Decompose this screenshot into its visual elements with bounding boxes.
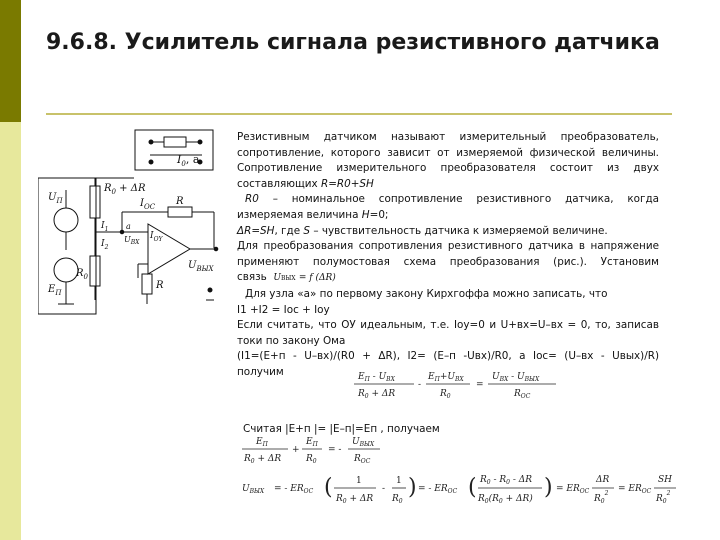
label-ubx: $U_{BX}$ bbox=[124, 235, 140, 246]
label-io: $I_0$, a bbox=[177, 153, 200, 168]
para-currents: I1 +I2 = Ioc + Ioy bbox=[237, 303, 330, 316]
svg-text:EП: $E_П$ bbox=[306, 437, 318, 448]
label-r-feedback: R bbox=[176, 196, 184, 207]
slide-title: 9.6.8. Усилитель сигнала резистивного датчика bbox=[46, 30, 660, 55]
svg-text:R0 + ΔR: $R_0 + \Delta R$ bbox=[358, 389, 396, 400]
formula-2 bbox=[240, 432, 420, 466]
body-text bbox=[237, 130, 659, 381]
opamp bbox=[148, 224, 190, 274]
slide-sidebar bbox=[0, 0, 21, 540]
resistor-r-low bbox=[142, 274, 152, 294]
svg-text:ΔR: ΔR bbox=[596, 475, 610, 485]
label-ep: $E_П$ bbox=[48, 284, 62, 297]
svg-text:R0 + ΔR: $R_0 + \Delta R$ bbox=[244, 454, 282, 465]
svg-text:): ) bbox=[544, 475, 553, 500]
formula-3 bbox=[240, 470, 680, 510]
svg-text:-: - bbox=[382, 484, 386, 494]
svg-text:= -: = - bbox=[328, 445, 342, 455]
svg-text:=: = bbox=[476, 380, 484, 390]
svg-text:UВЫХ: $U_{ВЫХ}$ bbox=[242, 484, 265, 495]
svg-text:ROC: $R_{OC}$ bbox=[514, 389, 531, 400]
svg-text:): ) bbox=[408, 475, 417, 500]
svg-text:(: ( bbox=[468, 475, 477, 500]
svg-text:R0 + ΔR: $R_0 + \Delta R$ bbox=[336, 494, 374, 505]
svg-text:R02: $R_0^2$ bbox=[594, 490, 609, 505]
svg-text:R0: $R_0$ bbox=[306, 454, 317, 465]
svg-text:1: 1 bbox=[356, 476, 362, 486]
resistor-r0 bbox=[90, 256, 100, 286]
svg-text:-: - bbox=[418, 380, 422, 390]
source-upper bbox=[54, 208, 78, 232]
svg-text:SH: SH bbox=[658, 475, 673, 485]
svg-text:= - EROC: = - $ER_{OC}$ bbox=[418, 484, 458, 495]
svg-text:(: ( bbox=[324, 475, 333, 500]
svg-text:R0: $R_0$ bbox=[392, 494, 403, 505]
svg-text:UВХ - UВЫХ: $U_{ВХ} - U_{ВЫХ}$ bbox=[492, 372, 540, 383]
legend-resistor bbox=[164, 137, 186, 147]
para-definition: Резистивным датчиком называют измерительный преобразователь, сопротивление, которого зависит от измеряемой физической величины. Сопротивление измерительного преобразователя состоит из двух составляющих R=R0+SH bbox=[237, 131, 659, 190]
para-r0: R0 – номинальное сопротивление резистивного датчика, когда измеряемая величина H=0; bbox=[237, 193, 659, 221]
resistor-feedback bbox=[168, 207, 192, 217]
para-conversion: Для преобразования сопротивления резистивного датчика в напряжение применяют полумостовая схема преобразования (рис.). Установим связь UВЫХ = f (ΔR) bbox=[237, 240, 659, 284]
para-kirchhoff: Для узла «а» по первому закону Кирхгоффа можно записать, что bbox=[245, 287, 608, 300]
label-r0-delta: $R_0 + \Delta R$ bbox=[104, 183, 146, 196]
svg-text:R0(R0 + ΔR): $R_0(R_0 + \Delta R)$ bbox=[478, 494, 533, 505]
svg-text:+: + bbox=[292, 445, 300, 455]
svg-text:EП+UВХ: $E_П+U_{ВХ}$ bbox=[428, 372, 464, 383]
svg-text:= EROC: = $ER_{OC}$ bbox=[618, 484, 652, 495]
svg-text:1: 1 bbox=[396, 476, 402, 486]
title-divider bbox=[46, 113, 672, 115]
sidebar-dark-band bbox=[0, 0, 21, 122]
formula-1 bbox=[352, 367, 562, 401]
label-i1: $I_1$ bbox=[101, 221, 109, 233]
para-delta-r: ΔR=SH, где S – чувствительность датчика к измеряемой величине. bbox=[237, 224, 608, 237]
label-r-low: R bbox=[156, 280, 164, 291]
sidebar-light-band bbox=[0, 122, 21, 540]
label-ioy: $I_{OY}$ bbox=[150, 231, 163, 243]
label-node-a: a bbox=[126, 222, 131, 231]
considering-line: Считая |E+п |= |E–п|=Eп , получаем bbox=[243, 423, 440, 435]
label-ubyx: $U_{ВЫХ}$ bbox=[188, 260, 214, 273]
circuit-diagram bbox=[38, 128, 224, 318]
svg-text:R02: $R_0^2$ bbox=[656, 490, 671, 505]
svg-text:UВЫХ: $U_{ВЫХ}$ bbox=[352, 437, 375, 448]
svg-text:R0: $R_0$ bbox=[440, 389, 451, 400]
source-lower bbox=[54, 258, 78, 282]
para-ideal-opamp: Если считать, что ОУ идеальным, т.е. Ioy=0 и U+вх=U–вх = 0, то, записав токи по закону Ома bbox=[237, 319, 659, 347]
svg-text:= - EROC: = - $ER_{OC}$ bbox=[274, 484, 314, 495]
svg-text:EП - UВХ: $E_П - U_{ВХ}$ bbox=[358, 372, 395, 383]
label-up: $U_П$ bbox=[48, 192, 63, 205]
svg-text:ROC: $R_{OC}$ bbox=[354, 454, 371, 465]
svg-text:= EROC: = $ER_{OC}$ bbox=[556, 484, 590, 495]
label-i2: $I_2$ bbox=[101, 239, 109, 251]
label-ioc: $I_{OC}$ bbox=[140, 198, 156, 211]
resistor-sensor bbox=[90, 186, 100, 218]
label-r0: $R_0$ bbox=[76, 268, 88, 281]
svg-text:EП: $E_П$ bbox=[256, 437, 268, 448]
para-ohm: (I1=(E+п - U–вх)/(R0 + ΔR), I2= (E–п -Uвх)/R0, а Ioc= (U–вх - Uвых)/R) получим bbox=[237, 350, 659, 378]
svg-text:R0 - R0 - ΔR: $R_0 - R_0$ - ΔR bbox=[480, 475, 533, 486]
